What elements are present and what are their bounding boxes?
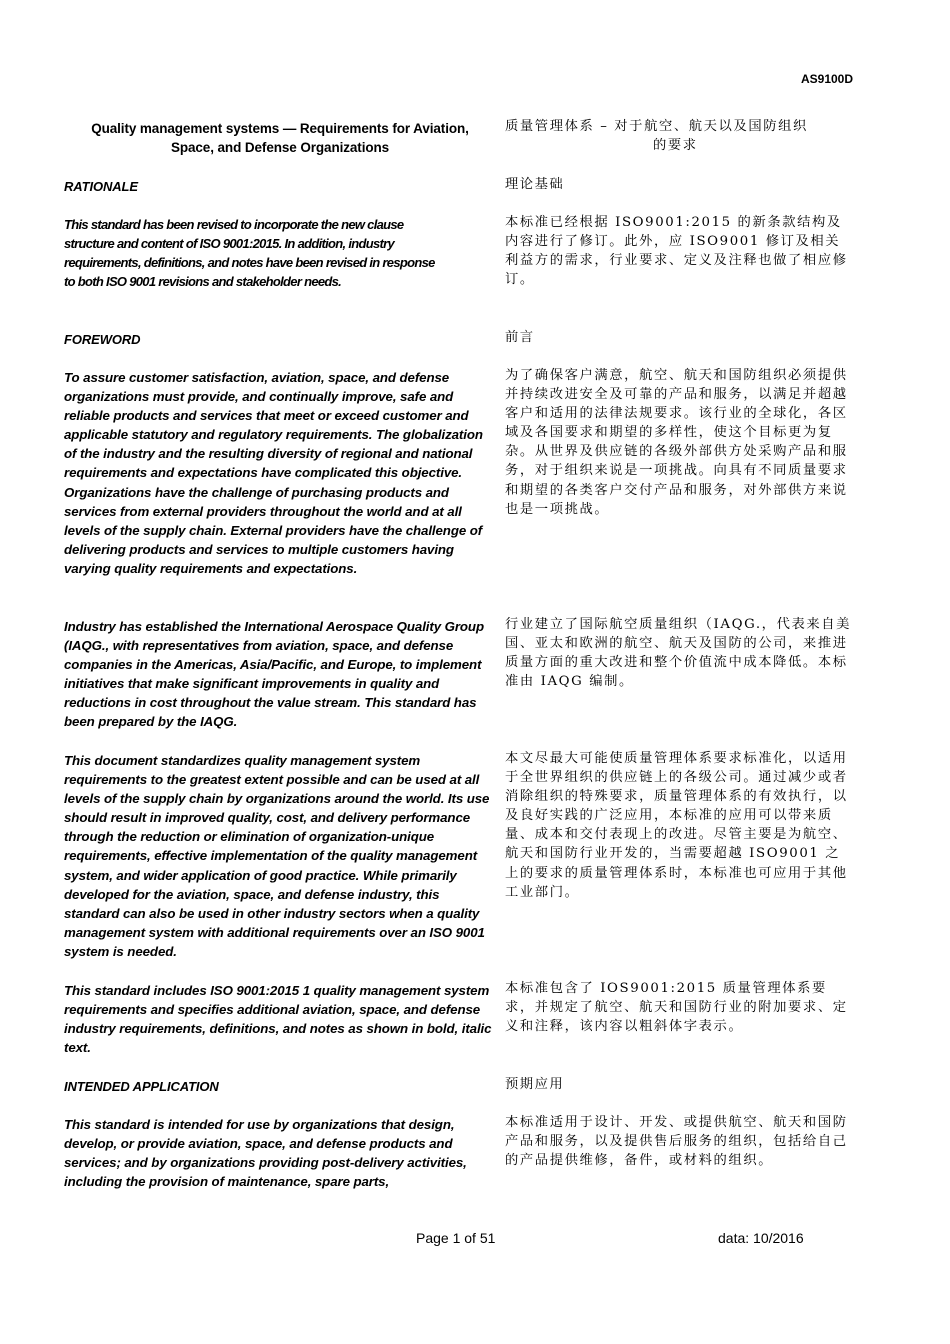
title-zh	[505, 117, 855, 155]
foreword-paragraph-1-en: To assure customer satisfaction, aviation, space, and defense organizations must provide, and continually improve, safe and reliable products and services that meet or exceed customer and applicable statutory and regulatory requirements. The globalization of the industry and the resulting diversity of regional and national requirements and expectations have complicated this objective. Organizations have the challenge of purchasing products and services from external providers throughout the world and at all levels of the supply chain. External providers have the challenge of delivering products and services to multiple customers having varying quality requirements and expectations.	[64, 370, 483, 576]
foreword-paragraph-3-zh: 本文尽最大可能使质量管理体系要求标准化，以适用于全世界组织的供应链上的各级公司。通过减少或者消除组织的特殊要求，质量管理体系的有效执行，以及良好实践的广泛应用，本标准的应用可以带来质量、成本和交付表现上的改进。尽管主要是为航空、航天和国防行业开发的，当需要超越 ISO9001 之上的要求的质量管理体系时，本标准也可应用于其他工业部门。	[505, 751, 848, 900]
intended-application-paragraph-zh: 本标准适用于设计、开发、或提供航空、航天和国防产品和服务，以及提供售后服务的组织，包括给自己的产品提供维修，备件，或材料的组织。	[505, 1115, 848, 1169]
foreword-paragraph-2-en: Industry has established the International Aerospace Quality Group (IAQG., with representatives from aviation, space, and defense companies in the Americas, Asia/Pacific, and Europe, to implement initiatives that make significant improvements in quality and reductions in cost throughout the value stream. This standard has been prepared by the IAQG.	[64, 619, 484, 730]
title-zh-line2: 的要求	[653, 138, 698, 154]
intended-application-paragraph-en: This standard is intended for use by organizations that design, develop, or provide aviation, space, and defense products and services; and by organizations providing post-delivery activities, including the provision of maintenance, spare parts,	[64, 1117, 467, 1190]
document-date: data: 10/2016	[718, 1230, 804, 1246]
page-number: Page 1 of 51	[416, 1230, 496, 1246]
title-zh-line1: 质量管理体系 – 对于航空、航天以及国防组织	[505, 119, 808, 134]
foreword-paragraph-1-zh: 为了确保客户满意，航空、航天和国防组织必须提供并持续改进安全及可靠的产品和服务，以满足并超越客户和适用的法律法规要求。该行业的全球化，各区域及各国要求和期望的多样性，使这个目标更为复杂。从世界及供应链的各级外部供方处采购产品和服务，对于组织来说是一项挑战。向具有不同质量要求和期望的各类客户交付产品和服务，对外部供方来说也是一项挑战。	[505, 368, 848, 517]
foreword-paragraph-4-zh: 本标准包含了 IOS9001:2015 质量管理体系要求，并规定了航空、航天和国防行业的附加要求、定义和注释，该内容以粗斜体字表示。	[505, 981, 848, 1035]
foreword-heading-zh: 前言	[505, 330, 535, 345]
rationale-heading-en: RATIONALE	[64, 179, 138, 194]
rationale-heading-zh: 理论基础	[505, 177, 565, 192]
intended-application-heading-en: INTENDED APPLICATION	[64, 1079, 219, 1094]
rationale-text-en: This standard has been revised to incorporate the new clause structure and content of ISO 9001:2015. In addition, industry requirements, definitions, and notes have been revised in response to both ISO 9001 revisions and stakeholder needs.	[64, 217, 435, 290]
foreword-paragraph-2-zh: 行业建立了国际航空质量组织（IAQG.，代表来自美国、亚太和欧洲的航空、航天及国防的公司，来推进质量方面的重大改进和整个价值流中成本降低。本标准由 IAQG 编制。	[505, 617, 852, 690]
intended-application-heading-zh: 预期应用	[505, 1077, 565, 1092]
title-en: Quality management systems — Requirements for Aviation, Space, and Defense Organizations	[91, 121, 469, 156]
foreword-paragraph-4-en: This standard includes ISO 9001:2015 1 quality management system requirements and specifies additional aviation, space, and defense industry requirements, definitions, and notes as shown in bold, italic text.	[64, 983, 492, 1056]
document-id: AS9100D	[800, 72, 853, 86]
foreword-heading-en: FOREWORD	[64, 332, 141, 347]
foreword-paragraph-3-en: This document standardizes quality management system requirements to the greatest extent possible and can be used at all levels of the supply chain by organizations around the world. Its use should result in improved quality, cost, and delivery performance through the reduction or elimination of organization-unique requirements, effective implementation of the quality management system, and wider application of good practice. While primarily developed for the aviation, space, and defense industry, this standard can also be used in other industry sectors when a quality management system with additional requirements over an ISO 9001 system is needed.	[64, 753, 490, 959]
rationale-text-zh: 本标准已经根据 ISO9001:2015 的新条款结构及内容进行了修订。此外，应 ISO9001 修订及相关利益方的需求，行业要求、定义及注释也做了相应修订。	[505, 215, 848, 288]
